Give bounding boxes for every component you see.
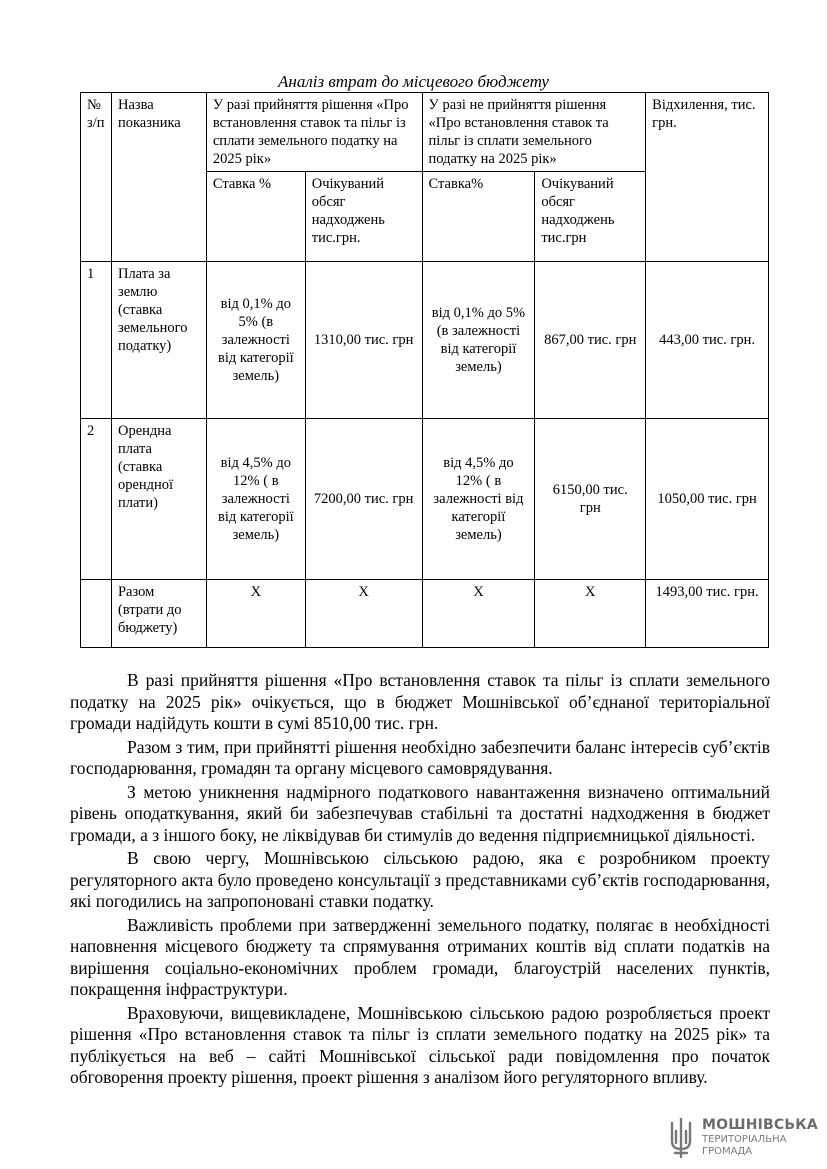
cell-expected-not-adopt: 6150,00 тис. грн	[535, 419, 646, 580]
table-row	[81, 262, 769, 419]
table-header-row	[81, 93, 769, 172]
cell-rate-adopt: від 0,1% до 5% (в залежності від категорії земель)	[206, 262, 305, 419]
cell-deviation: 443,00 тис. грн.	[646, 262, 769, 419]
table-total-row	[81, 580, 769, 648]
paragraph: В разі прийняття рішення «Про встановлення ставок та пільг із сплати земельного податку на 2025 рік» очікується, що в бюджет Мошнівської об’єднаної територіальної громади надійдуть кошти в сумі 8510,00 тис. грн.	[70, 670, 770, 733]
header-name: Назва показника	[111, 93, 206, 262]
cell-deviation: 1050,00 тис. грн	[646, 419, 769, 580]
cell-deviation: 1493,00 тис. грн.	[646, 580, 769, 648]
paragraph: Враховуючи, вищевикладене, Мошнівською сільською радою розробляється проект рішення «Про встановлення ставок та пільг із сплати земельного податку на 2025 рік» та публікується на веб – сайті Мошнівської сільської ради повідомлення про початок обговорення проекту рішення, проект рішення з аналізом його регуляторного впливу.	[70, 1002, 770, 1087]
cell-expected-adopt: 1310,00 тис. грн	[305, 262, 422, 419]
header-deviation: Відхилення, тис. грн.	[646, 93, 769, 262]
cell-x: Х	[305, 580, 422, 648]
cell-x: Х	[422, 580, 535, 648]
header-no: № з/п	[81, 93, 112, 262]
logo-line3: ГРОМАДА	[702, 1146, 753, 1157]
subheader-rate-not-adopt: Ставка%	[422, 172, 535, 262]
logo-line1: МОШНІВСЬКА	[702, 1117, 818, 1133]
cell-x: Х	[206, 580, 305, 648]
header-adopt: У разі прийняття рішення «Про встановлення ставок та пільг із сплати земельного податку на 2025 рік»	[206, 93, 422, 172]
cell-no	[81, 580, 112, 648]
cell-x: Х	[535, 580, 646, 648]
logo-line2: ТЕРИТОРІАЛЬНА	[702, 1134, 787, 1145]
cell-rate-adopt: від 4,5% до 12% ( в залежності від категорії земель)	[206, 419, 305, 580]
cell-no: 2	[81, 419, 112, 580]
cell-name: Орендна плата (ставка орендної плати)	[111, 419, 206, 580]
cell-expected-not-adopt: 867,00 тис. грн	[535, 262, 646, 419]
cell-rate-not-adopt: від 4,5% до 12% ( в залежності від категорії земель)	[422, 419, 535, 580]
cell-name: Разом (втрати до бюджету)	[111, 580, 206, 648]
budget-table	[80, 92, 769, 648]
cell-rate-not-adopt: від 0,1% до 5% (в залежності від категорії земель)	[422, 262, 535, 419]
community-logo	[666, 1113, 816, 1163]
cell-name: Плата за землю (ставка земельного податку)	[111, 262, 206, 419]
cell-no: 1	[81, 262, 112, 419]
paragraph: З метою уникнення надмірного податкового навантаження визначено оптимальний рівень оподаткування, який би забезпечував стабільні та достатні надходження в бюджет громади, а з іншого боку, не ліквідував би стимулів до ведення підприємницької діяльності.	[70, 781, 770, 845]
trident-icon	[666, 1117, 696, 1159]
paragraph: В свою чергу, Мошнівською сільською радою, яка є розробником проекту регуляторного акта було проведено консультації з представниками суб’єктів господарювання, які погодились на запропоновані ставки податку.	[70, 848, 770, 911]
paragraph: Важливість проблеми при затвердженні земельного податку, полягає в необхідності наповнення місцевого бюджету та спрямування отриманих коштів від сплати податків на вирішення соціально-економічних проблем громади, благоустрій населених пунктів, покращення інфраструктури.	[70, 914, 770, 999]
page-title: Аналіз втрат до місцевого бюджету	[278, 72, 549, 91]
paragraph: Разом з тим, при прийнятті рішення необхідно забезпечити баланс інтересів суб’єктів господарювання, громадян та органу місцевого самоврядування.	[70, 736, 770, 778]
subheader-expected-not-adopt: Очікуваний обсяг надходжень тис.грн	[535, 172, 646, 262]
cell-expected-adopt: 7200,00 тис. грн	[305, 419, 422, 580]
subheader-expected-adopt: Очікуваний обсяг надходжень тис.грн.	[305, 172, 422, 262]
subheader-rate-adopt: Ставка %	[206, 172, 305, 262]
header-not-adopt: У разі не прийняття рішення «Про встановлення ставок та пільг із сплати земельного податку на 2025 рік»	[422, 93, 646, 172]
table-row	[81, 419, 769, 580]
body-text	[70, 670, 770, 1091]
